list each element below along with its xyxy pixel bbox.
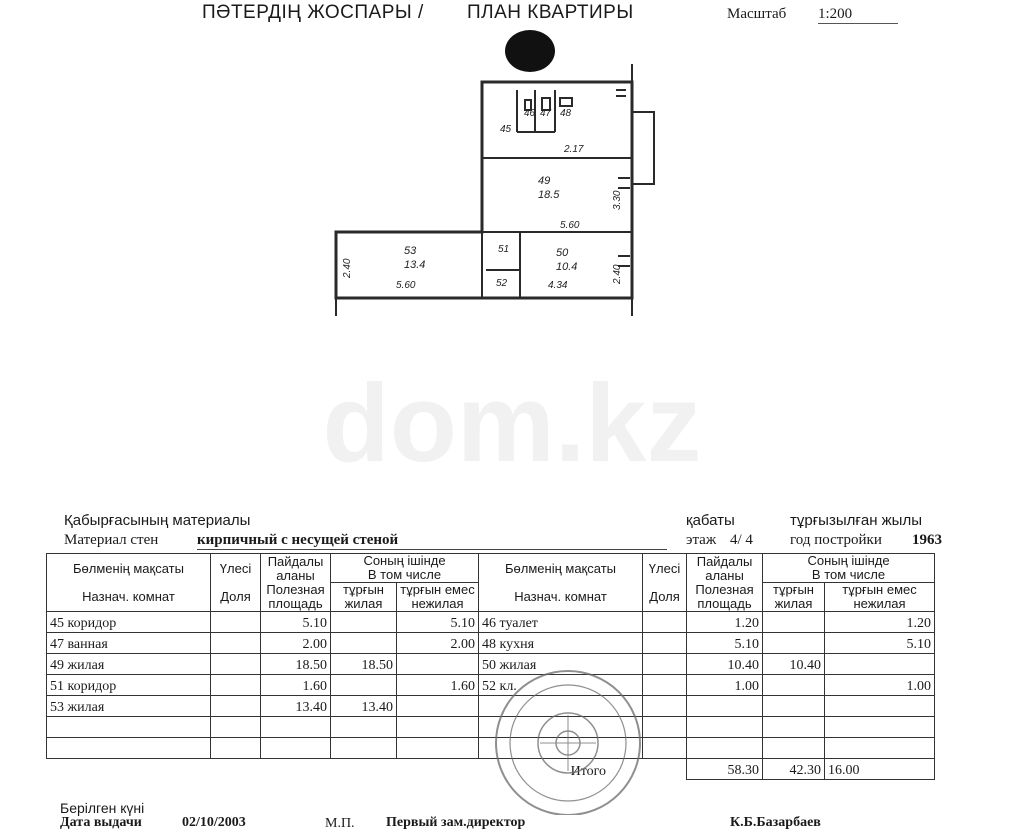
table-header-row-1 <box>47 554 935 583</box>
cell-l-nonliving: 1.60 <box>397 675 479 696</box>
header-living-right <box>763 583 825 612</box>
year-label-kz: тұрғызылған жылы <box>790 512 922 529</box>
signer-position: Первый зам.директор <box>386 815 526 830</box>
header-share-ru: Доля <box>220 588 251 604</box>
cell-r-share <box>643 633 687 654</box>
cell-r-useful <box>687 717 763 738</box>
header-including-right <box>763 554 935 583</box>
cell-l-share <box>211 696 261 717</box>
dimension-5-60-top: 5.60 <box>560 220 580 231</box>
dimension-3-30: 3.30 <box>612 190 623 210</box>
cell-r-useful <box>687 738 763 759</box>
cell-r-living <box>763 612 825 633</box>
header-share-kz-r: Үлесі <box>648 560 681 576</box>
cell-r-living: 10.40 <box>763 654 825 675</box>
cell-l-living: 13.40 <box>331 696 397 717</box>
cell-l-useful: 1.60 <box>261 675 331 696</box>
cell-r-living <box>763 696 825 717</box>
header-living-kz: тұрғын <box>343 582 384 597</box>
cell-l-useful: 5.10 <box>261 612 331 633</box>
stamp-place-mp: М.П. <box>325 816 355 831</box>
material-label-kz: Қабырғасының материалы <box>64 512 251 529</box>
header-useful-kz: Пайдалы аланы <box>267 553 324 583</box>
year-value: 1963 <box>912 532 942 548</box>
room-area-49: 18.5 <box>538 189 560 201</box>
title-ru: ПЛАН КВАРТИРЫ <box>467 2 634 23</box>
dimension-4-34: 4.34 <box>548 280 568 291</box>
cell-l-nonliving <box>397 654 479 675</box>
dimension-5-60-bottom: 5.60 <box>396 280 416 291</box>
cell-l-useful: 18.50 <box>261 654 331 675</box>
cell-l-living <box>331 675 397 696</box>
header-useful-kz-r: Пайдалы аланы <box>696 553 753 583</box>
cell-r-living <box>763 675 825 696</box>
cell-r-useful: 10.40 <box>687 654 763 675</box>
header-useful-right <box>687 554 763 612</box>
cell-r-nonliving <box>825 696 935 717</box>
header-incl-ru-r: В том числе <box>811 567 886 582</box>
watermark: dom.kz <box>322 362 702 485</box>
cell-l-share <box>211 654 261 675</box>
header-purpose-kz: Бөлменің мақсаты <box>73 560 184 576</box>
cell-r-nonliving: 1.20 <box>825 612 935 633</box>
cell-r-useful: 1.00 <box>687 675 763 696</box>
header-purpose-ru: Назнач. комнат <box>82 588 175 604</box>
room-label-50: 50 <box>556 247 569 259</box>
header-useful-ru: Полезная площадь <box>266 581 325 611</box>
cell-l-nonliving: 5.10 <box>397 612 479 633</box>
cell-r-useful: 1.20 <box>687 612 763 633</box>
header-including-left <box>331 554 479 583</box>
cell-l-name: 51 коридор <box>47 675 211 696</box>
cell-l-share <box>211 633 261 654</box>
cell-l-share <box>211 675 261 696</box>
header-useful-left <box>261 554 331 612</box>
cell-l-nonliving <box>397 738 479 759</box>
cell-r-name: 48 кухня <box>479 633 643 654</box>
cell-r-living <box>763 633 825 654</box>
header-nonliving-left <box>397 583 479 612</box>
cell-l-living <box>331 633 397 654</box>
issue-label-kz: Берілген күні <box>60 800 145 816</box>
header-share-left <box>211 554 261 612</box>
cell-l-useful <box>261 717 331 738</box>
official-seal <box>480 665 660 815</box>
cell-l-nonliving <box>397 717 479 738</box>
header-nonliving-ru: нежилая <box>411 596 464 611</box>
cell-r-nonliving: 5.10 <box>825 633 935 654</box>
header-nonliving-right <box>825 583 935 612</box>
header-share-right <box>643 554 687 612</box>
total-useful: 58.30 <box>687 759 763 780</box>
cell-l-living <box>331 612 397 633</box>
issue-date: 02/10/2003 <box>182 815 246 830</box>
cell-l-useful: 2.00 <box>261 633 331 654</box>
dimension-2-40-right: 2.40 <box>612 264 623 284</box>
cell-l-living: 18.50 <box>331 654 397 675</box>
header-incl-ru: В том числе <box>367 567 442 582</box>
cell-l-share <box>211 738 261 759</box>
header-share-kz: Үлесі <box>219 560 252 576</box>
header-purpose-right <box>479 554 643 612</box>
table-row <box>47 633 935 654</box>
room-label-48: 48 <box>560 108 572 119</box>
material-label-ru: Материал стен <box>64 532 159 548</box>
issue-label-ru: Дата выдачи <box>60 815 142 830</box>
cell-l-name: 47 ванная <box>47 633 211 654</box>
cell-l-name: 49 жилая <box>47 654 211 675</box>
cell-r-living <box>763 717 825 738</box>
header-living-ru-r: жилая <box>774 596 813 611</box>
total-label: Итого <box>47 759 687 780</box>
cell-r-name: 52 кл. <box>479 675 643 696</box>
room-label-53: 53 <box>404 245 417 257</box>
cell-r-share <box>643 612 687 633</box>
signer-name: К.Б.Базарбаев <box>730 815 821 830</box>
header-useful-ru-r: Полезная площадь <box>695 581 754 611</box>
cell-r-living <box>763 738 825 759</box>
table-row <box>47 612 935 633</box>
header-nonliving-ru-r: нежилая <box>853 596 906 611</box>
header-purpose-left <box>47 554 211 612</box>
scale-label: Масштаб <box>727 6 787 22</box>
cell-l-share <box>211 612 261 633</box>
header-nonliving-kz-r: тұрғын емес <box>842 582 917 597</box>
total-living: 42.30 <box>763 759 825 780</box>
cell-l-nonliving <box>397 696 479 717</box>
scale-value: 1:200 <box>818 6 898 24</box>
cell-l-name <box>47 738 211 759</box>
cell-r-nonliving <box>825 738 935 759</box>
room-label-52: 52 <box>496 278 508 289</box>
cell-l-living <box>331 717 397 738</box>
cell-l-useful <box>261 738 331 759</box>
year-label-ru: год постройки <box>790 532 882 548</box>
header-living-kz-r: тұрғын <box>773 582 814 597</box>
header-share-ru-r: Доля <box>649 588 680 604</box>
cell-l-share <box>211 717 261 738</box>
cell-r-nonliving: 1.00 <box>825 675 935 696</box>
cell-r-nonliving <box>825 717 935 738</box>
total-nonliving: 16.00 <box>825 759 935 780</box>
room-area-50: 10.4 <box>556 261 578 273</box>
cell-r-name: 46 туалет <box>479 612 643 633</box>
cell-l-name: 53 жилая <box>47 696 211 717</box>
room-label-49: 49 <box>538 175 551 187</box>
cell-r-nonliving <box>825 654 935 675</box>
header-incl-kz-r: Соның ішінде <box>807 553 890 568</box>
room-area-53: 13.4 <box>404 259 426 271</box>
cell-r-name: 50 жилая <box>479 654 643 675</box>
header-nonliving-kz: тұрғын емес <box>400 582 475 597</box>
header-purpose-ru-r: Назнач. комнат <box>514 588 607 604</box>
cell-r-useful <box>687 696 763 717</box>
header-living-ru: жилая <box>344 596 383 611</box>
header-living-left <box>331 583 397 612</box>
cell-l-living <box>331 738 397 759</box>
room-label-46: 46 <box>524 108 536 119</box>
cell-r-useful: 5.10 <box>687 633 763 654</box>
floor-plan <box>320 60 660 325</box>
cell-l-name: 45 коридор <box>47 612 211 633</box>
room-label-47: 47 <box>540 108 552 119</box>
dimension-2-17: 2.17 <box>564 144 584 155</box>
cell-l-name <box>47 717 211 738</box>
room-label-45: 45 <box>500 124 512 135</box>
header-incl-kz: Соның ішінде <box>363 553 446 568</box>
floor-value: 4/ 4 <box>730 532 753 548</box>
cell-l-nonliving: 2.00 <box>397 633 479 654</box>
cell-l-useful: 13.40 <box>261 696 331 717</box>
dimension-2-40-left: 2.40 <box>342 258 353 278</box>
room-label-51: 51 <box>498 244 510 255</box>
floor-label-kz: қабаты <box>686 512 735 529</box>
title-kz: ПӘТЕРДІҢ ЖОСПАРЫ / <box>202 2 424 23</box>
material-value: кирпичный с несущей стеной <box>197 532 667 550</box>
header-purpose-kz-r: Бөлменің мақсаты <box>505 560 616 576</box>
floor-label-ru: этаж <box>686 532 717 548</box>
